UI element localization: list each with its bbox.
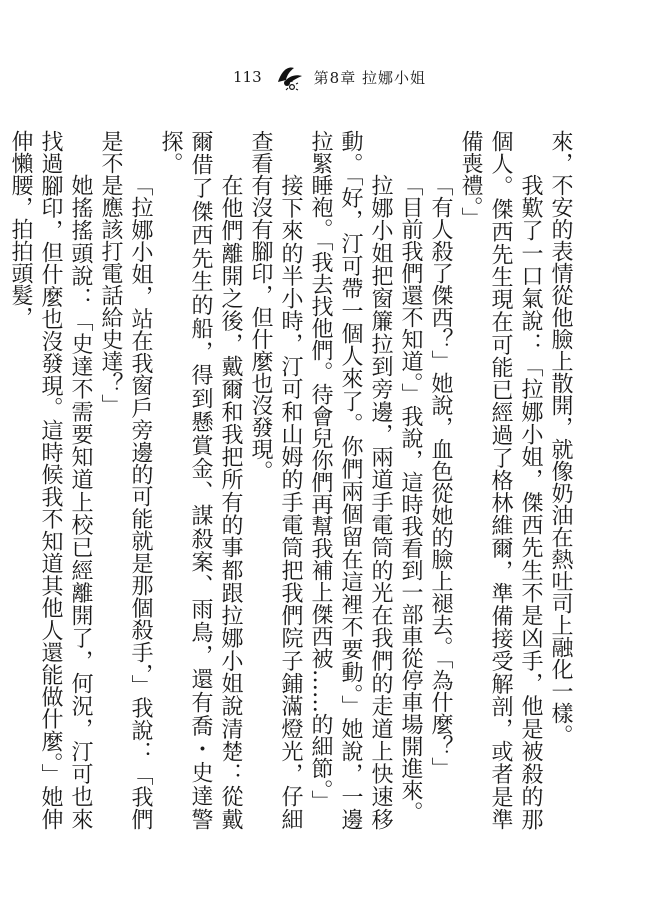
- paragraph-8: 「拉娜小姐，站在我窗戶旁邊的可能就是那個殺手，」我說：「我們是不是應該打電話給史達？」: [98, 130, 153, 830]
- paragraph-2: 我歎了一口氣說：「拉娜小姐，傑西先生不是凶手，他是被殺的那個人。傑西先生現在可能已經過了格林維爾，準備接受解剖，或者是準備喪禮。」: [458, 130, 543, 830]
- paragraph-4: 「目前我們還不知道。」我說，這時我看到一部車從停車場開進來。: [398, 174, 423, 823]
- firefly-icon: [272, 62, 306, 92]
- paragraph-9: 她搖搖頭說：「史達不需要知道上校已經離開了，何況，汀可也來找過腳印，但什麼也沒發現。這時候我不知道其他人還能做什麼。」她伸伸懶腰，拍拍頭髮，: [8, 130, 93, 830]
- paragraph-5: 拉娜小姐把窗簾拉到旁邊，兩道手電筒的光在我們的走道上快速移動。「好，汀可帶一個人來了。你們兩個留在這裡不要動。」她說，一邊拉緊睡袍。「我去找他們。待會兒你們再幫我補上傑西被……的細節。」: [308, 130, 393, 830]
- chapter-title: 第8章 拉娜小姐: [313, 68, 426, 87]
- vertical-body-text: [8, 130, 575, 830]
- paragraph-7: 在他們離開之後，戴爾和我把所有的事都跟拉娜小姐說清楚：從戴爾借了傑西先生的船，得到懸賞金、謀殺案、雨鳥，還有喬・史達警探。: [158, 130, 243, 830]
- page-number: 113: [233, 68, 262, 86]
- paragraph-6: 接下來的半小時，汀可和山姆的手電筒把我們院子鋪滿燈光，仔細查看有沒有腳印，但什麼也沒發現。: [248, 130, 303, 830]
- running-header: [0, 62, 659, 92]
- paragraph-3: 「有人殺了傑西？」她說，血色從她的臉上褪去。「為什麼？」: [428, 174, 453, 779]
- paragraph-1: 來，不安的表情從他臉上散開，就像奶油在熱吐司上融化一樣。: [548, 130, 573, 746]
